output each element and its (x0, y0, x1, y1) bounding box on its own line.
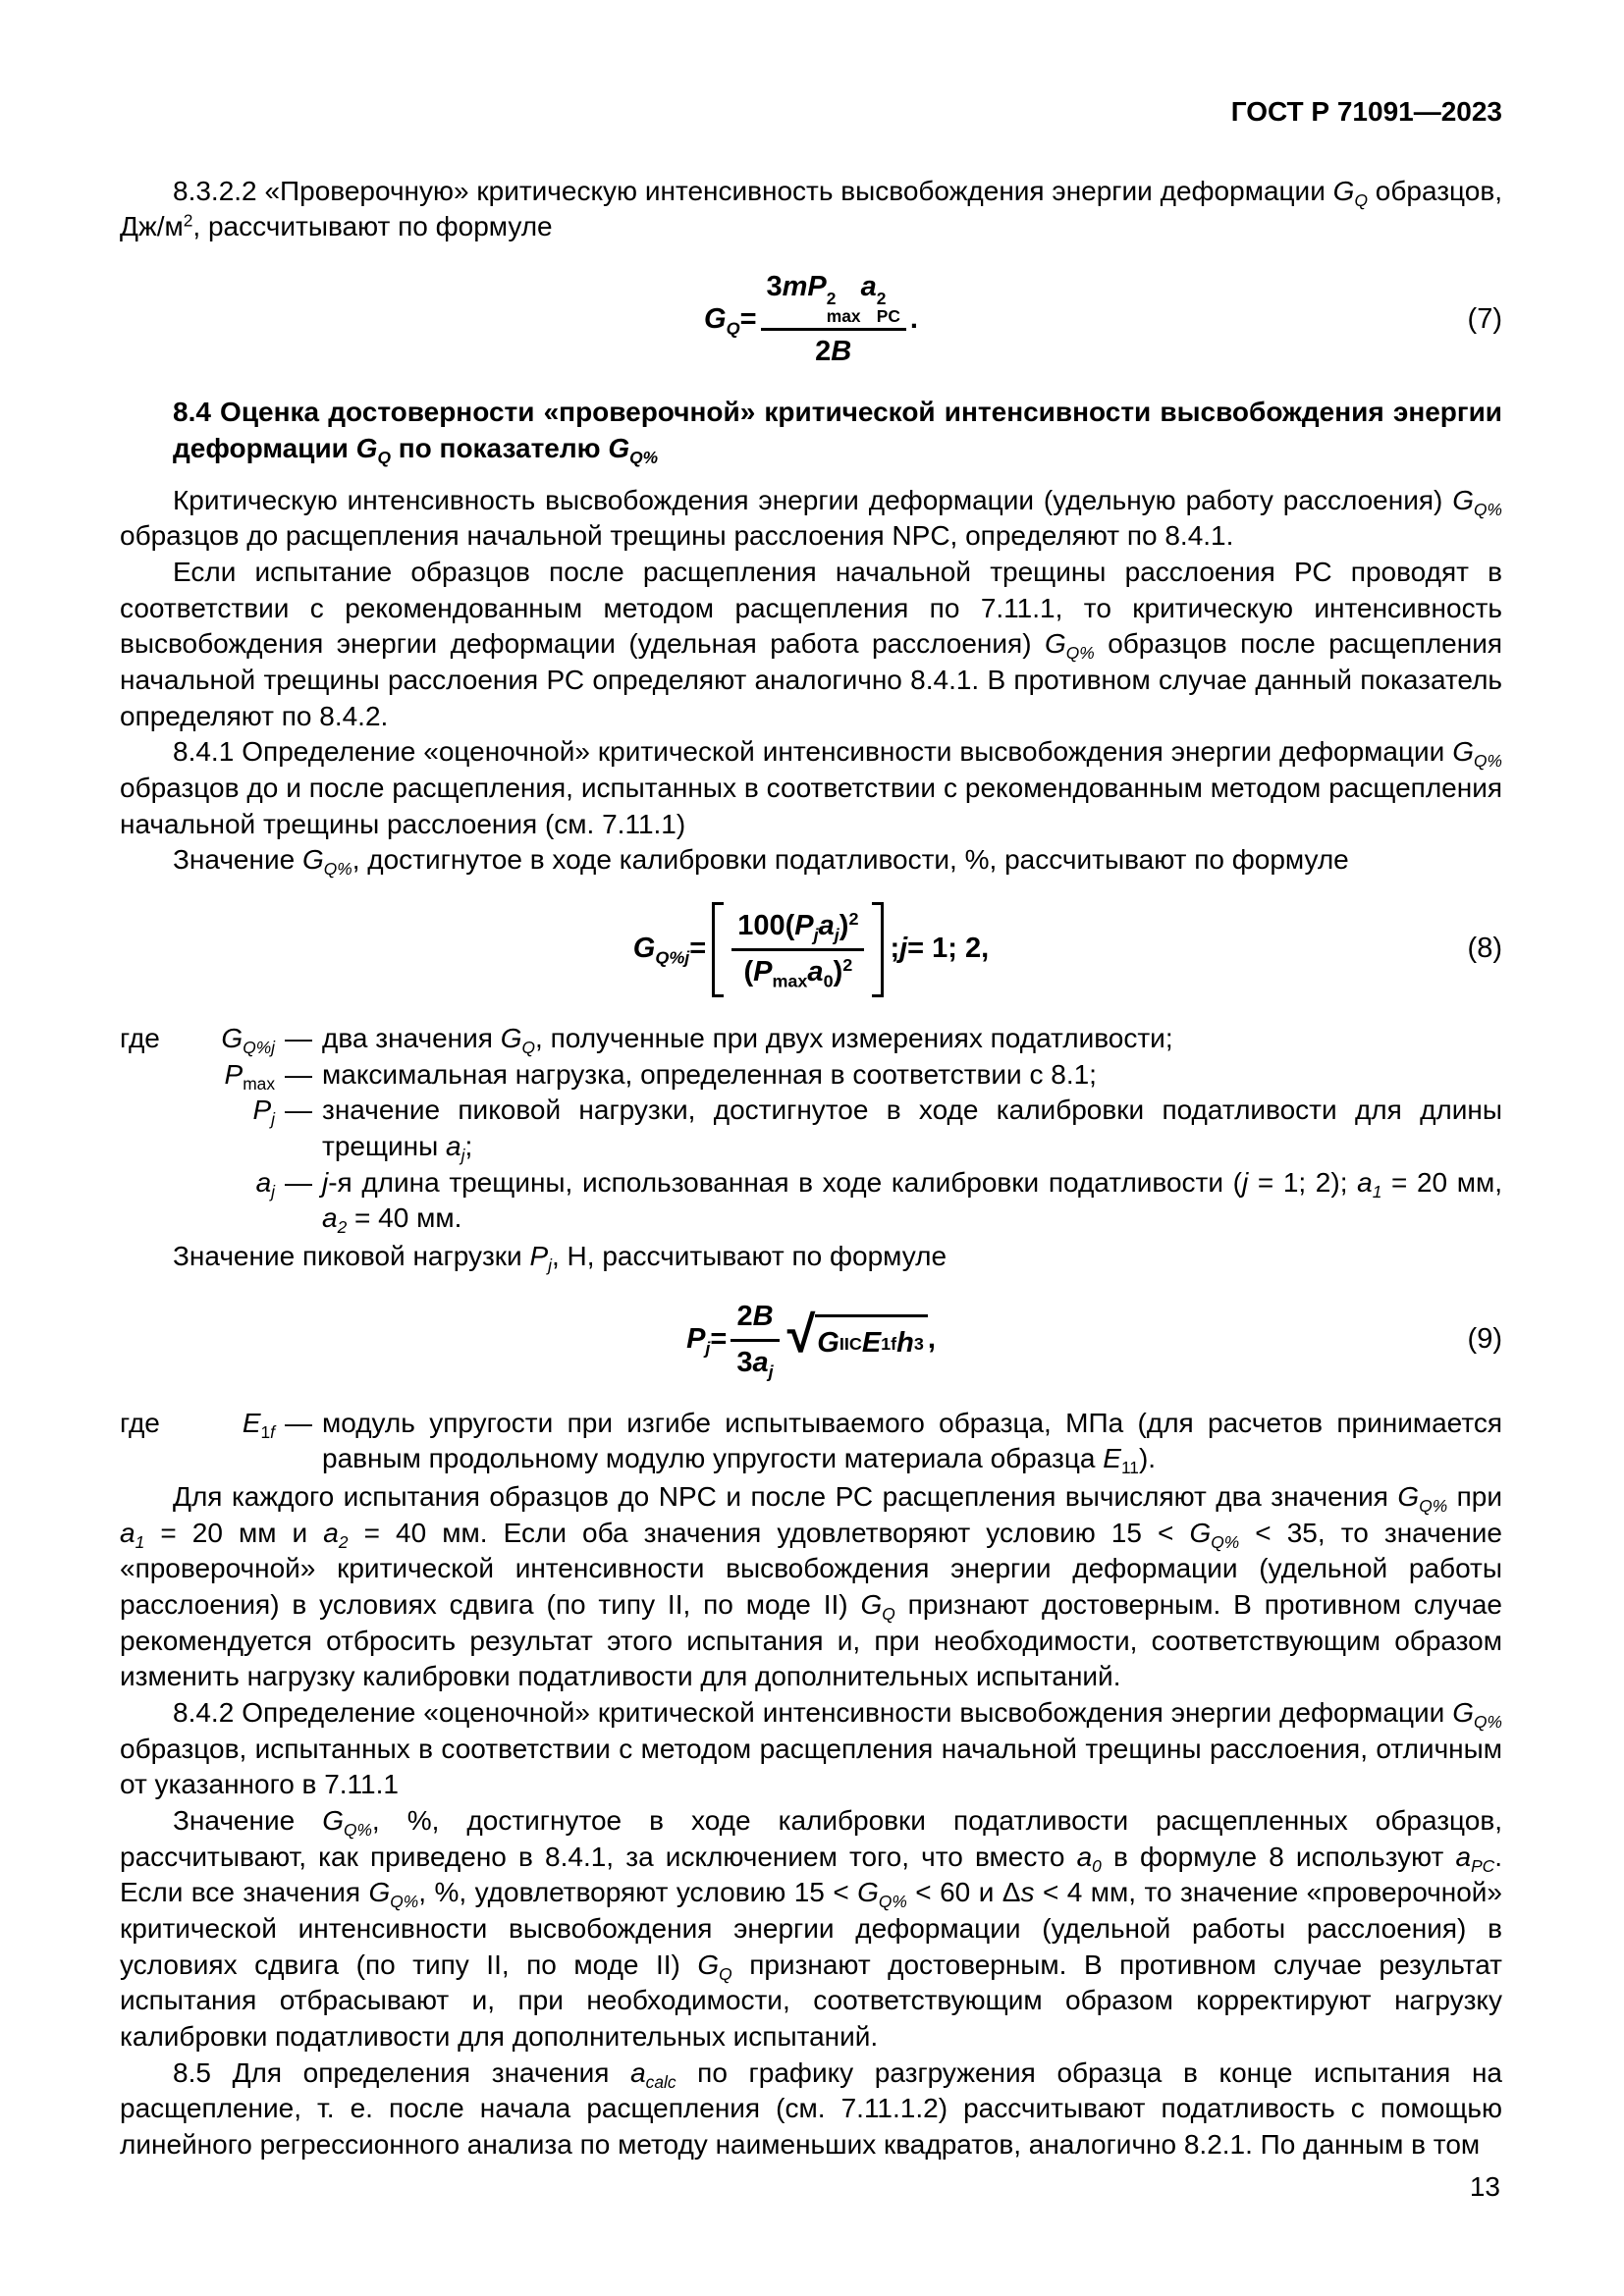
formula-number: (7) (1467, 303, 1502, 336)
brackets (712, 902, 884, 997)
square-root: √ G IIC E 1f h 3 (787, 1314, 928, 1365)
definition-term: $P_{max}$ (224, 1058, 275, 1094)
page-number: 13 (1469, 2171, 1500, 2203)
definition-term: $a_j$ (255, 1166, 275, 1201)
formula-content: $G_Q$ = 3mP 2 max a 2 PC 2B . (704, 269, 918, 371)
definition-item (120, 1057, 1502, 1094)
formula-content: $P_j$ = $\frac{2B}{3a_j}$ √ G IIC E 1f h 3 , (686, 1300, 936, 1381)
definition-term: $P_j$ (252, 1095, 275, 1130)
definition-description: модуль упругости при изгибе испытываемого образца, МПа (для расчетов принимается равным продольному модулю упругости материала образца $E_{11}$). (322, 1407, 1502, 1478)
para-8-4-1-value: Значение $G_{Q\%}$, достигнутое в ходе калибровки податливости, %, рассчитывают по формуле (173, 844, 1349, 880)
deflist-formula-9 (120, 1406, 1502, 1477)
definition-description: два значения $G_Q$, полученные при двух измерениях податливости; (322, 1022, 1173, 1057)
para-validity: Для каждого испытания образцов до NPC и после РС расщепления вычисляют два значения $G_{Q\%}$ при $a_1 = 20$ мм и $a_2 = 40$ мм. Если оба значения удовлетворяют условию $15 < G_{Q\%} < 35$, то значение «проверочной» критической интенсивности высвобождения энергии деформации (удельной работы расслоения) в условиях сдвига (по типу II, по моде II) $G_Q$ признают достоверным. В противном случае рекомендуется отбросить результат этого испытания и, при необходимости, соответствующим образом изменить нагрузку калибровки податливости для дополнительных испытаний. (120, 1480, 1503, 1692)
definition-item (120, 1165, 1502, 1237)
definition-dash: — (285, 1095, 312, 1126)
definition-item (120, 1093, 1502, 1164)
definition-item (120, 1021, 1502, 1057)
deflist-formula-8 (120, 1021, 1502, 1237)
formula-7 (120, 269, 1502, 371)
definition-dash: — (285, 1058, 312, 1090)
formula-content: $G_{Q\%j}$ = $\frac{100(P_ja_j)^2}{(P_{max}a_0)^2}$ ; j = 1; 2, (633, 902, 989, 997)
formula-number: (9) (1467, 1323, 1502, 1356)
definition-dash: — (285, 1166, 312, 1198)
definition-description: значение пиковой нагрузки, достигнутое в ходе калибровки податливости для длины трещины $a_j$; (322, 1095, 1502, 1165)
para-8-4-intro-2: Если испытание образцов после расщепления начальной трещины расслоения РС проводят в соответствии с рекомендованным методом расщепления по 7.11.1, то критическую интенсивность высвобождения энергии деформации (удельная работа расслоения) $G_{Q\%}$ образцов после расщепления начальной трещины расслоения РС определяют аналогично 8.4.1. В противном случае данный показатель определяют по 8.4.2. (120, 556, 1502, 731)
definition-term: $G_{Q\%j}$ (221, 1022, 275, 1057)
para-8-5: 8.5 Для определения значения $a_{calc}$ по графику разгружения образца в конце испытания на расщепление, т. е. после начала расщепления (см. 7.11.1.2) рассчитывают податливость с помощью линейного регрессионного анализа по методу наименьших квадратов, аналогично 8.2.1. По данным в том (120, 2056, 1503, 2161)
definition-term: $E_{1f}$ (242, 1407, 275, 1442)
fraction: $\frac{2B}{3a_j}$ (731, 1299, 779, 1382)
sup-sub-stack: 2 max (826, 288, 861, 326)
para-8-4-1: 8.4.1 Определение «оценочной» критической интенсивности высвобождения энергии деформации $G_{Q\%}$ образцов до и после расщепления, испытанных в соответствии с рекомендованным методом расщепления начальной трещины расслоения (см. 7.11.1) (120, 736, 1502, 839)
definition-lead: где (120, 1022, 160, 1053)
definition-lead: где (120, 1407, 160, 1438)
para-8-4-2: 8.4.2 Определение «оценочной» критической интенсивности высвобождения энергии деформации $G_{Q\%}$ образцов, испытанных в соответствии с методом расщепления начальной трещины расслоения, отличным от указанного в 7.11.1 (120, 1696, 1502, 1800)
heading-8-4: 8.4 Оценка достоверности «проверочной» критической интенсивности высвобождения энергии деформации $G_Q$ по показателю $G_{Q\%}$ (173, 397, 1502, 467)
definition-dash: — (285, 1022, 312, 1053)
definition-dash: — (285, 1407, 312, 1438)
sup-sub-stack: 2 PC (876, 288, 900, 326)
fraction: 3mP 2 max a 2 PC 2B (761, 269, 906, 371)
formula-8 (120, 902, 1502, 997)
document-body (120, 174, 1502, 2163)
page-header (120, 94, 1502, 131)
para-8-3-2-2: 8.3.2.2 «Проверочную» критическую интенсивность высвобождения энергии деформации $G_Q$ образцов, $Дж/м^2$, рассчитывают по формуле (120, 175, 1502, 242)
standard-number: ГОСТ Р 71091—2023 (1230, 96, 1502, 127)
para-8-4-2-body: Значение $G_{Q\%}$, %, достигнутое в ходе калибровки податливости расщепленных образцов, рассчитывают, как приведено в 8.4.1, за исключением того, что вместо $a_0$ в формуле 8 используют $a_{PC}$. Если все значения $G_{Q\%}$, %, удовлетворяют условию $15 < G_{Q\%} < 60$ и Δs < 4 мм, то значение «проверочной» критической интенсивности высвобождения энергии деформации (удельной работы расслоения) в условиях сдвига (по типу II, по моде II) $G_Q$ признают достоверным. В противном случае результат испытания отбрасывают и, при необходимости, соответствующим образом корректируют нагрузку калибровки податливости для дополнительных испытаний. (120, 1804, 1502, 2053)
definition-description: максимальная нагрузка, определенная в соответствии с 8.1; (322, 1058, 1097, 1090)
definition-description: j-я длина трещины, использованная в ходе калибровки податливости (j = 1; 2); $a_1 = 20$ мм, $a_2 = 40$ мм. (322, 1166, 1502, 1238)
formula-9 (120, 1299, 1502, 1382)
formula-number: (8) (1467, 933, 1502, 965)
fraction: $\frac{100(P_ja_j)^2}{(P_{max}a_0)^2}$ (731, 908, 864, 991)
page-footer (1470, 2169, 1500, 2206)
para-peak-load: Значение пиковой нагрузки $P_j$, Н, рассчитывают по формуле (173, 1240, 947, 1276)
para-8-4-intro-1: Критическую интенсивность высвобождения энергии деформации (удельную работу расслоения) $G_{Q\%}$ образцов до расщепления начальной трещины расслоения NPC, определяют по 8.4.1. (120, 484, 1502, 552)
definition-item (120, 1406, 1502, 1477)
